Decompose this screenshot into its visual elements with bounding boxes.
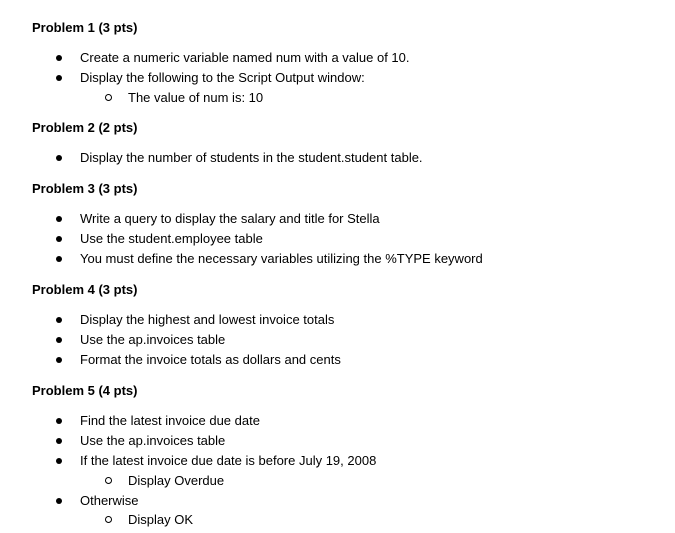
problem-1-item-2-sub-1: The value of num is: 10	[128, 90, 264, 105]
bullet-icon	[56, 317, 62, 323]
problem-2-item-1: Display the number of students in the student.student table.	[80, 150, 423, 165]
problem-2-heading: Problem 2 (2 pts)	[32, 120, 138, 135]
sub-bullet-icon	[105, 94, 112, 101]
problem-5-item-4: Otherwise	[80, 493, 139, 508]
problem-5-heading: Problem 5 (4 pts)	[32, 383, 138, 398]
bullet-icon	[56, 55, 62, 61]
problem-3-item-1: Write a query to display the salary and title for Stella	[80, 211, 380, 226]
problem-5-item-4-sub-1: Display OK	[128, 512, 194, 527]
bullet-icon	[56, 216, 62, 222]
bullet-icon	[56, 438, 62, 444]
problem-3-heading: Problem 3 (3 pts)	[32, 181, 138, 196]
bullet-icon	[56, 357, 62, 363]
bullet-icon	[56, 498, 62, 504]
bullet-icon	[56, 75, 62, 81]
problem-3-item-3: You must define the necessary variables utilizing the %TYPE keyword	[80, 251, 483, 266]
problem-1-heading: Problem 1 (3 pts)	[32, 20, 138, 35]
problem-3-item-2: Use the student.employee table	[80, 231, 263, 246]
problem-1-item-2: Display the following to the Script Output window:	[80, 70, 365, 85]
bullet-icon	[56, 458, 62, 464]
problem-4-item-1: Display the highest and lowest invoice totals	[80, 312, 335, 327]
problem-5-item-1: Find the latest invoice due date	[80, 413, 260, 428]
bullet-icon	[56, 155, 62, 161]
bullet-icon	[56, 236, 62, 242]
problem-5-item-3-sub-1: Display Overdue	[128, 473, 225, 488]
sub-bullet-icon	[105, 516, 112, 523]
problem-5-item-3: If the latest invoice due date is before July 19, 2008	[80, 453, 377, 468]
problem-4-item-2: Use the ap.invoices table	[80, 332, 226, 347]
problem-4-heading: Problem 4 (3 pts)	[32, 282, 138, 297]
problem-1-item-1: Create a numeric variable named num with a value of 10.	[80, 50, 410, 65]
problem-5-item-2: Use the ap.invoices table	[80, 433, 226, 448]
problem-4-item-3: Format the invoice totals as dollars and cents	[80, 352, 341, 367]
bullet-icon	[56, 337, 62, 343]
bullet-icon	[56, 418, 62, 424]
sub-bullet-icon	[105, 477, 112, 484]
bullet-icon	[56, 256, 62, 262]
